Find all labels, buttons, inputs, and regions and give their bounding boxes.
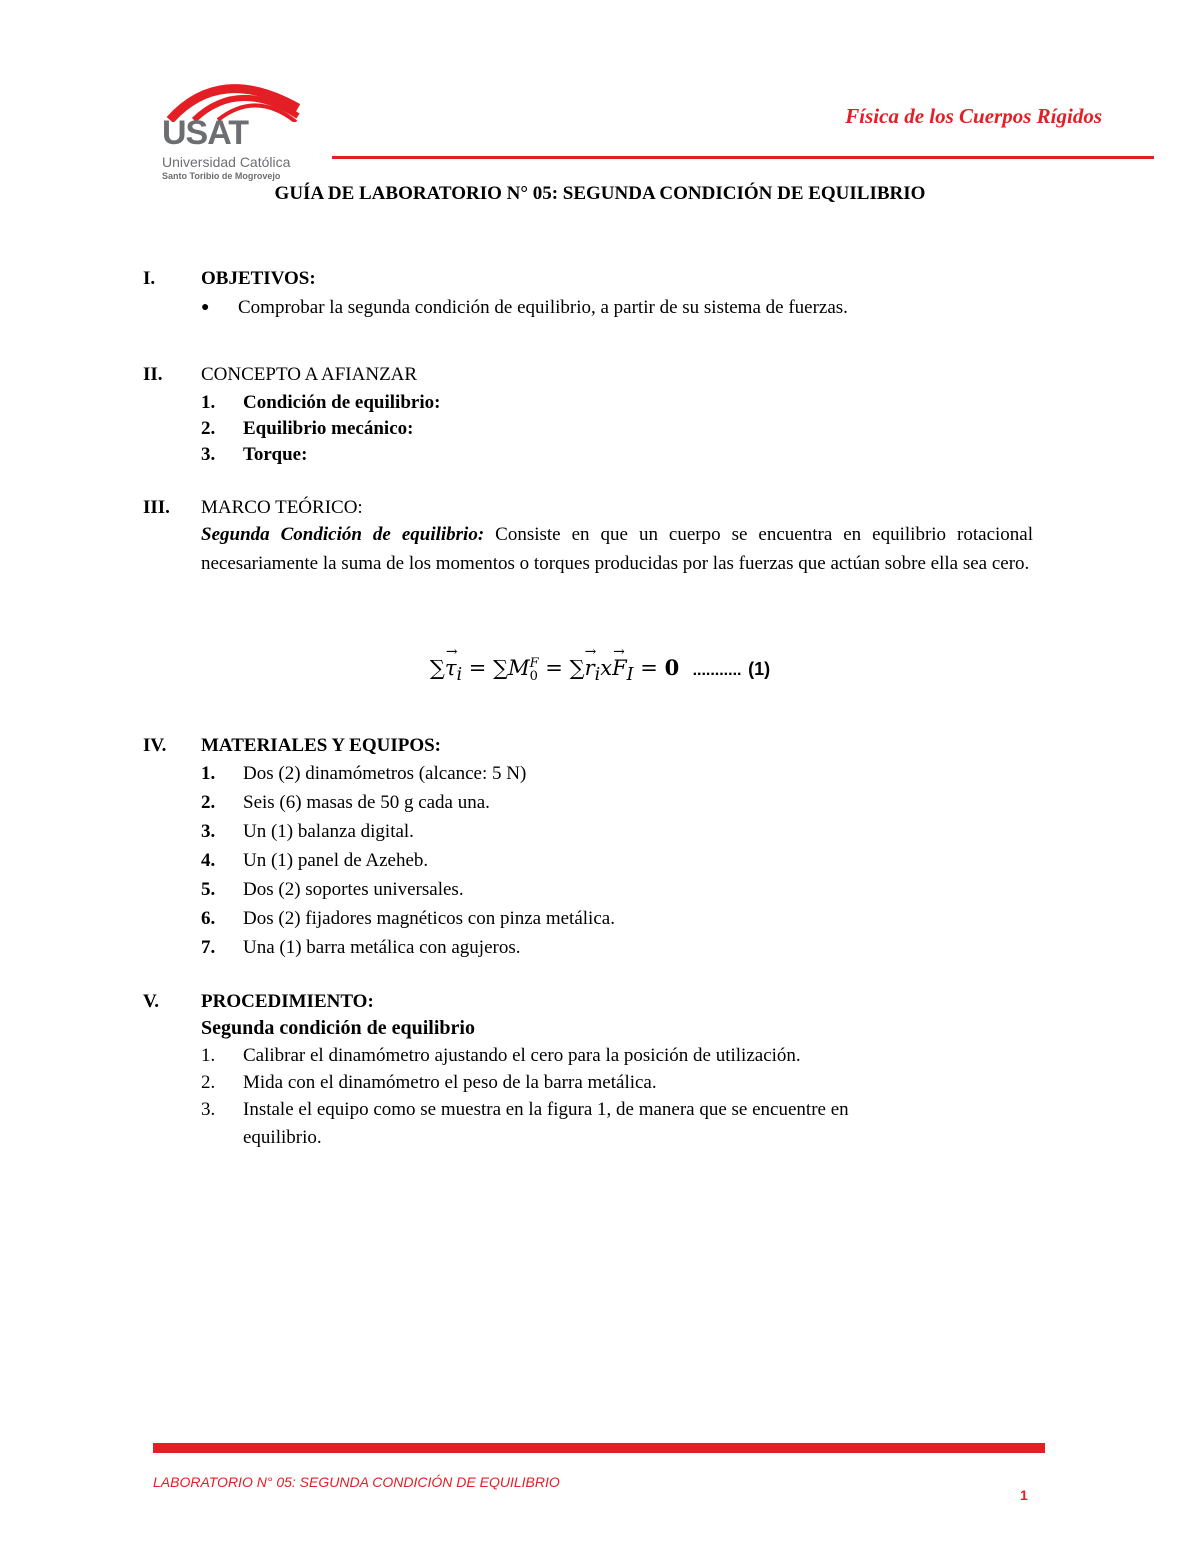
sum-symbol: ∑ [429,656,445,680]
concept-text: Condición de equilibrio: [243,392,441,413]
vector-arrow-icon: → [445,644,458,660]
concept-number: 1. [201,392,216,413]
concept-number: 2. [201,418,216,439]
concept-text: Torque: [243,444,308,465]
header-divider [332,156,1154,159]
step-text: Calibrar el dinamómetro ajustando el cero para la posición de utilización. [243,1045,801,1066]
equation-number: (1) [748,659,771,679]
section-number: III. [143,497,170,518]
section-number: II. [143,364,163,385]
material-item [201,760,526,788]
torque-formula [0,644,1200,686]
marco-paragraph [201,520,1033,578]
section-heading: CONCEPTO A AFIANZAR [201,364,418,385]
zero-value: 0 [664,655,680,680]
r-vector-symbol: r [584,656,595,680]
sum-symbol: ∑ [569,656,585,680]
material-item [201,818,414,846]
vector-arrow-icon: → [584,644,597,660]
subscript-I: I [626,665,634,686]
section-number: IV. [143,735,167,756]
equals-sign: = [640,656,658,680]
material-item [201,876,464,904]
force-vector-symbol: F [612,656,627,680]
bullet-icon: ● [201,300,210,315]
formula-leader-dots: ........... [692,662,742,679]
procedure-subheading [201,1014,475,1042]
procedure-subheading-text: Segunda condición de equilibrio [201,1017,475,1039]
material-number: 1. [201,763,216,784]
tau-symbol: τ [444,656,457,680]
material-number: 4. [201,850,216,871]
material-item [201,847,428,875]
material-item [201,789,490,817]
usat-logo [160,72,320,182]
subscript-i: i [594,665,601,686]
objective-text: Comprobar la segunda condición de equilibrio, a partir de su sistema de fuerzas. [238,297,848,318]
procedure-step-continuation [243,1124,322,1152]
material-item [201,934,520,962]
step-text: Mida con el dinamómetro el peso de la barra metálica. [243,1072,657,1093]
footer-divider [153,1443,1045,1453]
document-title: GUÍA DE LABORATORIO N° 05: SEGUNDA CONDICIÓN DE EQUILIBRIO [274,183,926,204]
material-number: 7. [201,937,216,958]
sum-symbol: ∑ [493,656,509,680]
subscript-i: i [456,665,463,686]
course-title: Física de los Cuerpos Rígidos [845,104,1102,128]
material-text: Un (1) balanza digital. [243,821,414,842]
footer-text: LABORATORIO N° 05: SEGUNDA CONDICIÓN DE EQUILIBRIO [153,1474,560,1490]
logo-university-name: Universidad Católica [162,154,291,170]
material-text: Seis (6) masas de 50 g cada una. [243,792,490,813]
material-text: Dos (2) dinamómetros (alcance: 5 N) [243,763,527,784]
procedure-step [201,1096,849,1124]
material-text: Una (1) barra metálica con agujeros. [243,937,521,958]
material-item [201,905,615,933]
equals-sign: = [468,656,487,680]
procedure-step [201,1042,801,1070]
step-text-continuation: equilibrio. [243,1127,322,1148]
concept-item [201,415,413,443]
section-number: I. [143,268,156,289]
cross-symbol: x [600,656,613,680]
marco-body: Consiste en que un cuerpo se encuentra en equilibrio rotacional necesariamente la suma de los momentos o torques producidas por las fuerzas que actúan sobre ella sea cero. [201,524,1033,574]
page-number: 1 [1020,1487,1028,1503]
section-heading: PROCEDIMIENTO: [201,991,374,1012]
logo-wordmark: USAT [162,114,249,152]
logo-university-subname: Santo Toribio de Mogrovejo [162,171,281,181]
material-text: Dos (2) soportes universales. [243,879,464,900]
section-heading: OBJETIVOS: [201,268,316,289]
marco-lead: Segunda Condición de equilibrio: [201,524,485,545]
step-number: 2. [201,1072,216,1093]
subscript-zero: 0 [529,668,538,684]
procedure-step [201,1069,657,1097]
objective-item [201,294,848,324]
moment-symbol: M [508,656,530,680]
section-heading: MATERIALES Y EQUIPOS: [201,735,441,756]
section-heading: MARCO TEÓRICO: [201,497,363,518]
step-number: 3. [201,1099,216,1120]
equals-sign: = [545,656,563,680]
material-text: Un (1) panel de Azeheb. [243,850,429,871]
material-number: 5. [201,879,216,900]
material-number: 2. [201,792,216,813]
concept-number: 3. [201,444,216,465]
material-number: 6. [201,908,216,929]
superscript-force: F [529,655,539,671]
vector-arrow-icon: → [613,644,625,660]
concept-item [201,389,440,417]
material-number: 3. [201,821,216,842]
concept-text: Equilibrio mecánico: [243,418,414,439]
concept-item [201,441,307,469]
material-text: Dos (2) fijadores magnéticos con pinza metálica. [243,908,615,929]
section-number: V. [143,991,160,1012]
step-number: 1. [201,1045,216,1066]
step-text: Instale el equipo como se muestra en la figura 1, de manera que se encuentre en [243,1099,849,1120]
